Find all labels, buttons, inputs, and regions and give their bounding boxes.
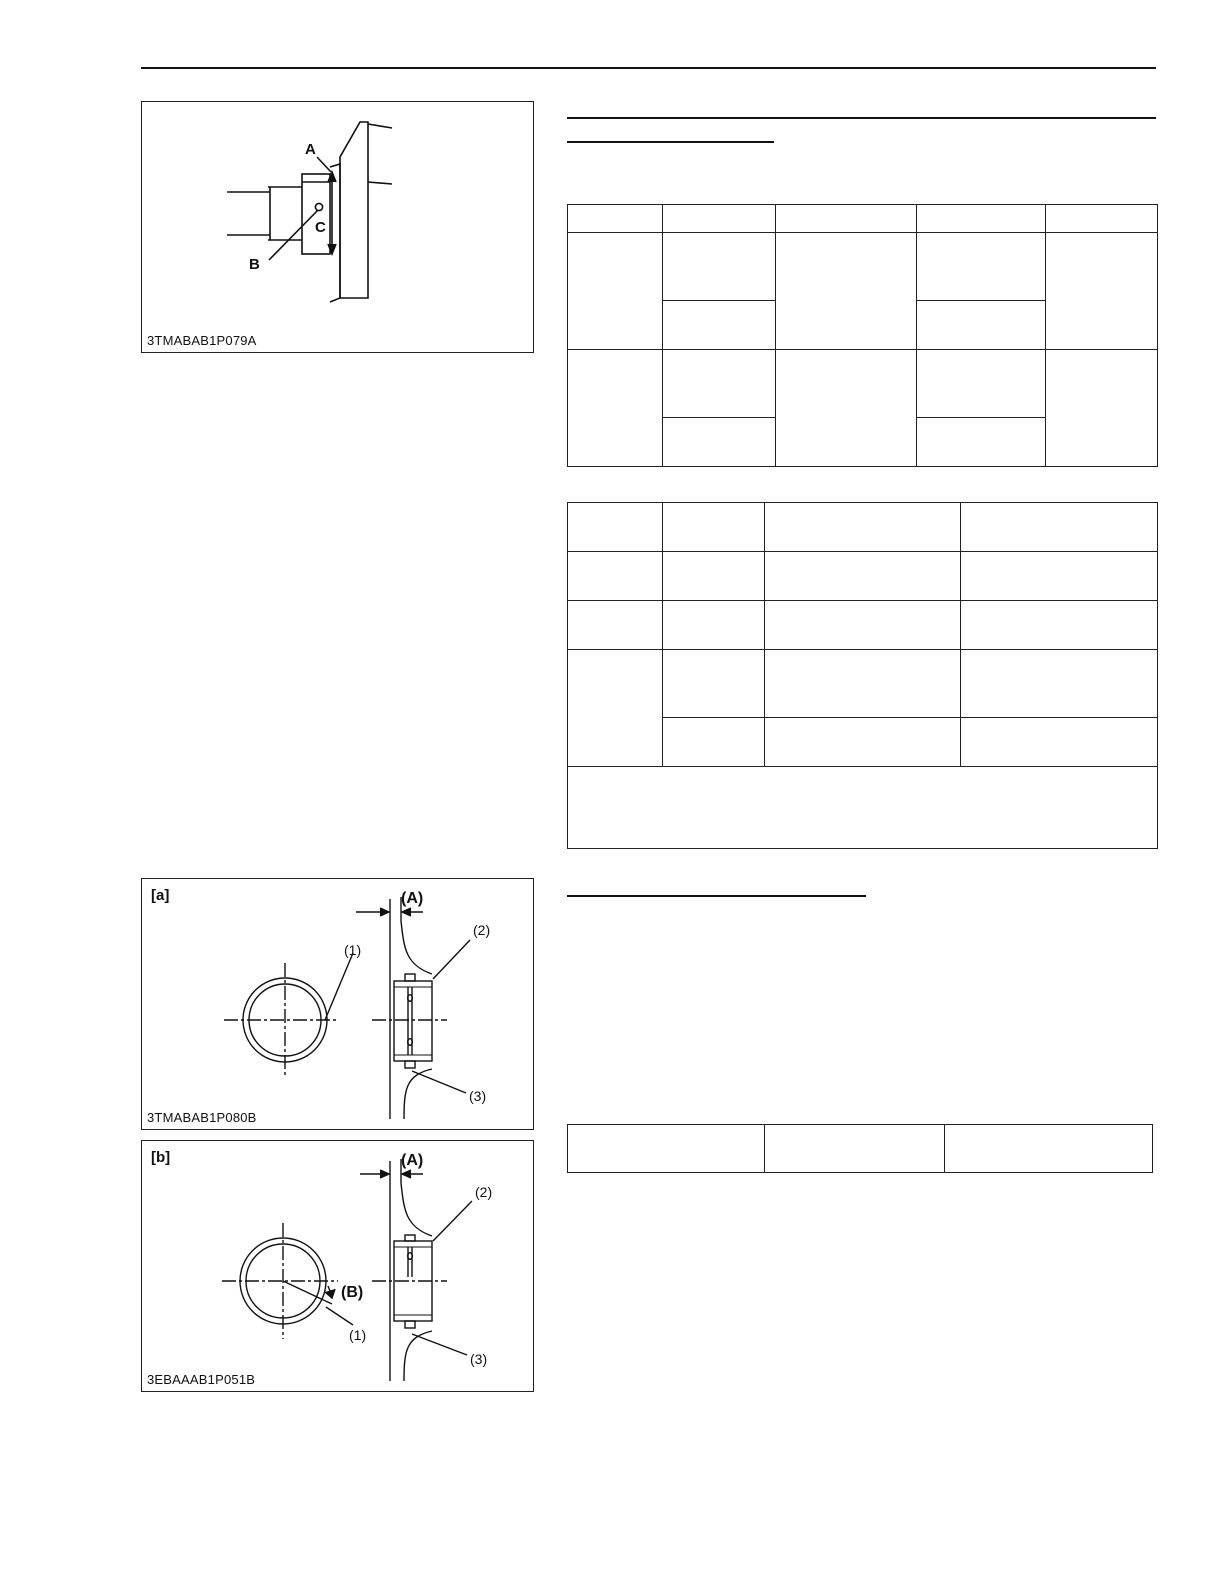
part-1-label: (1) xyxy=(344,942,362,958)
table-row xyxy=(568,767,1158,849)
table-cell xyxy=(1046,205,1158,233)
table-row xyxy=(568,503,1158,552)
table-cell xyxy=(663,650,765,718)
heading-underline xyxy=(567,141,774,143)
table-cell xyxy=(776,350,917,467)
part-2-label: (2) xyxy=(473,922,491,938)
table-cell xyxy=(961,718,1158,767)
table-cell xyxy=(663,350,776,418)
table-cell xyxy=(765,1125,945,1173)
figure-caption: 3TMABAB1P079A xyxy=(147,333,257,348)
table-cell xyxy=(663,718,765,767)
table-cell xyxy=(1046,233,1158,350)
table-cell xyxy=(663,601,765,650)
table-cell xyxy=(917,418,1046,467)
table-cell xyxy=(765,503,961,552)
table-note-cell xyxy=(568,767,1158,849)
section-rule xyxy=(567,117,1156,119)
figure-caption: 3TMABAB1P080B xyxy=(147,1110,257,1125)
table-cell xyxy=(961,650,1158,718)
table-cell xyxy=(776,233,917,350)
part-3-label: (3) xyxy=(470,1351,488,1367)
table-cell xyxy=(568,350,663,467)
table-row xyxy=(568,552,1158,601)
spec-table-3 xyxy=(567,1124,1153,1173)
table-cell xyxy=(961,503,1158,552)
part-3-label: (3) xyxy=(469,1088,487,1104)
table-cell xyxy=(568,503,663,552)
label-c: C xyxy=(315,219,326,236)
table-cell xyxy=(765,601,961,650)
figure-shaft-journal xyxy=(141,101,534,353)
table-cell xyxy=(568,650,663,767)
table-cell xyxy=(945,1125,1153,1173)
table-cell xyxy=(568,233,663,350)
figure-bearing-a xyxy=(141,878,534,1130)
spec-table-2 xyxy=(567,502,1158,849)
dimension-a-label: (A) xyxy=(401,890,424,907)
figure-tag: [b] xyxy=(151,1149,171,1166)
table-cell xyxy=(663,233,776,301)
table-cell xyxy=(765,718,961,767)
table-cell xyxy=(663,205,776,233)
figure-tag: [a] xyxy=(151,887,170,904)
header-rule xyxy=(141,67,1156,69)
figure-bearing-b xyxy=(141,1140,534,1392)
shaft-journal-drawing xyxy=(142,102,535,354)
table-cell xyxy=(568,552,663,601)
table-cell xyxy=(663,418,776,467)
table-cell xyxy=(663,552,765,601)
heading-underline-2 xyxy=(567,895,866,897)
table-cell xyxy=(917,233,1046,301)
table-cell xyxy=(917,301,1046,350)
table-cell xyxy=(568,601,663,650)
dimension-b-label: (B) xyxy=(341,1284,364,1301)
table-cell xyxy=(568,1125,765,1173)
table-cell xyxy=(917,205,1046,233)
table-cell xyxy=(961,601,1158,650)
spec-table-1 xyxy=(567,204,1158,467)
table-row xyxy=(568,601,1158,650)
table-cell xyxy=(663,301,776,350)
table-row xyxy=(568,205,1158,233)
table-row xyxy=(568,233,1158,301)
label-b: B xyxy=(249,256,260,273)
table-cell xyxy=(776,205,917,233)
dimension-a-label: (A) xyxy=(401,1152,424,1169)
table-cell xyxy=(663,503,765,552)
table-row xyxy=(568,1125,1153,1173)
table-cell xyxy=(765,552,961,601)
table-row xyxy=(568,650,1158,718)
table-cell xyxy=(961,552,1158,601)
table-cell xyxy=(568,205,663,233)
table-cell xyxy=(1046,350,1158,467)
table-row xyxy=(568,350,1158,418)
part-2-label: (2) xyxy=(475,1184,493,1200)
part-1-label: (1) xyxy=(349,1327,367,1343)
table-cell xyxy=(765,650,961,718)
table-cell xyxy=(917,350,1046,418)
figure-caption: 3EBAAAB1P051B xyxy=(147,1372,256,1387)
label-a: A xyxy=(305,141,316,158)
